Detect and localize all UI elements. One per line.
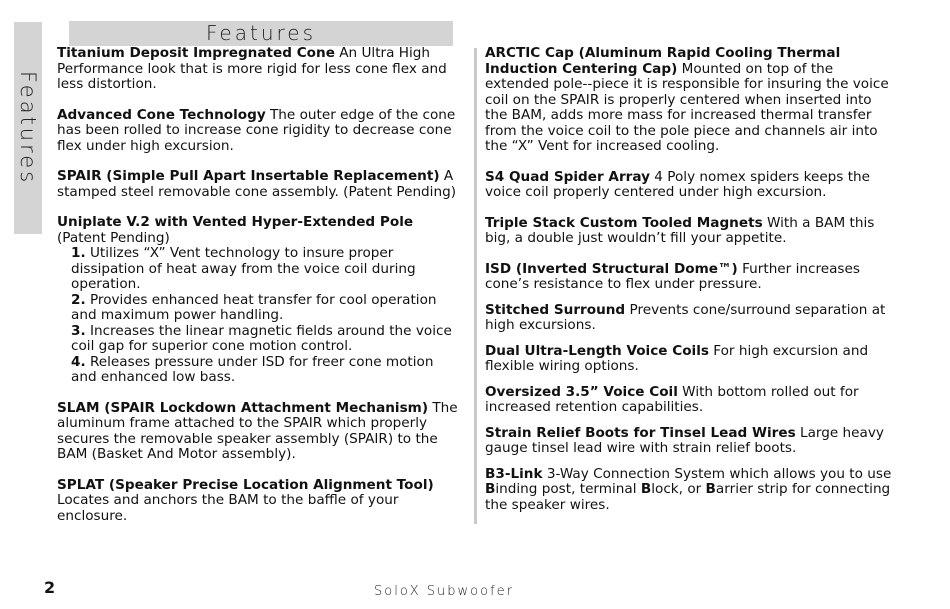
feature-description: 4 Poly nomex spiders keeps the voice coil properly centered under high excursion.: [485, 168, 871, 200]
feature-dual-coils: [485, 344, 895, 375]
feature-slam: [57, 401, 460, 463]
feature-description: Locates and anchors the BAM to the baffle of your enclosure.: [57, 492, 399, 524]
feature-description: Prevents cone/surround separation at high excursions.: [485, 301, 886, 333]
right-column: [485, 46, 895, 513]
feature-s4-spider: [485, 170, 895, 201]
feature-description: An Ultra High Performance look that is more rigid for less cone flex and less distortion.: [57, 45, 447, 92]
list-text: Increases the linear magnetic fields around the voice coil gap for superior cone motion control.: [71, 322, 452, 354]
feature-term: ARCTIC Cap (Aluminum Rapid Cooling Thermal Induction Centering Cap): [485, 45, 841, 77]
side-tab-label: Features: [16, 70, 40, 186]
feature-description: Mounted on top of the extended pole--piece it is responsible for insuring the voice coil on the SPAIR is properly centered when inserted into the BAM, adds more mass for increased thermal transfer from the voice coil to the pole piece and channels air into the “X” Vent for increased cooling.: [485, 60, 889, 154]
feature-triple-stack: [485, 216, 895, 247]
feature-term: Stitched Surround: [485, 301, 626, 318]
section-title: Features: [206, 21, 316, 45]
feature-description: With bottom rolled out for increased retention capabilities.: [485, 383, 859, 415]
list-text: Releases pressure under ISD for freer cone motion and enhanced low bass.: [71, 353, 434, 385]
feature-advanced-cone: [57, 108, 460, 155]
list-item: [71, 324, 460, 355]
list-item: [71, 293, 460, 324]
feature-description: arrier strip for connecting the speaker wires.: [485, 481, 891, 513]
feature-term: B3-Link: [485, 465, 543, 482]
feature-description: Further increases cone’s resistance to flex under pressure.: [485, 260, 860, 292]
feature-titanium-cone: [57, 46, 460, 93]
feature-term: Uniplate V.2 with Vented Hyper-Extended Pole: [57, 214, 414, 230]
list-number: 4.: [71, 353, 86, 370]
uniplate-list: [57, 246, 460, 386]
feature-description: Large heavy gauge tinsel lead wire with strain relief boots.: [485, 424, 884, 456]
feature-description: The outer edge of the cone has been rolled to increase cone rigidity to decrease cone flex under high excursion.: [57, 106, 456, 154]
feature-b3-link: [485, 467, 895, 514]
section-header: [69, 21, 453, 46]
side-tab: [14, 22, 42, 234]
list-item: [71, 355, 460, 386]
feature-description: With a BAM this big, a double just wouldn’t fill your appetite.: [485, 214, 875, 246]
footer-title: SoloX Subwoofer: [374, 584, 515, 599]
feature-term: Strain Relief Boots for Tinsel Lead Wires: [485, 424, 796, 441]
feature-description: The aluminum frame attached to the SPAIR which properly secures the removable speaker assembly (SPAIR) to the BAM (Basket And Motor assembly).: [57, 399, 458, 462]
left-column: [57, 46, 460, 524]
patent-note: (Patent Pending): [57, 229, 170, 246]
feature-term: SPLAT (Speaker Precise Location Alignment Tool): [57, 476, 434, 493]
feature-splat: [57, 478, 460, 525]
feature-term: Advanced Cone Technology: [57, 106, 266, 123]
feature-description: 3-Way Connection System which allows you to use: [542, 465, 892, 482]
feature-term: Titanium Deposit Impregnated Cone: [57, 45, 335, 61]
list-text: Utilizes “X” Vent technology to insure proper dissipation of heat away from the voice coil during operation.: [71, 245, 416, 292]
feature-term: Triple Stack Custom Tooled Magnets: [485, 214, 763, 231]
feature-strain-relief: [485, 426, 895, 457]
list-number: 2.: [71, 291, 86, 308]
feature-uniplate: [57, 215, 460, 386]
page-number: 2: [44, 578, 56, 597]
feature-spair: [57, 169, 460, 200]
feature-description: A stamped steel removable cone assembly. (Patent Pending): [57, 168, 457, 200]
feature-term: S4 Quad Spider Array: [485, 168, 650, 185]
bold-letter: B: [485, 481, 496, 497]
feature-term: Dual Ultra-Length Voice Coils: [485, 342, 709, 359]
feature-description: inding post, terminal: [495, 481, 641, 497]
feature-description: For high excursion and flexible wiring options.: [485, 342, 869, 374]
list-text: Provides enhanced heat transfer for cool operation and maximum power handling.: [71, 291, 437, 323]
feature-description: lock, or: [651, 481, 706, 497]
feature-term: SLAM (SPAIR Lockdown Attachment Mechanism): [57, 399, 429, 416]
feature-term: ISD (Inverted Structural Dome™): [485, 260, 738, 277]
column-divider: [474, 48, 477, 524]
list-item: [71, 246, 460, 293]
list-number: 1.: [71, 245, 86, 261]
feature-isd: [485, 262, 895, 293]
bold-letter: B: [640, 481, 652, 497]
feature-term: Oversized 3.5” Voice Coil: [485, 383, 678, 400]
feature-term: SPAIR (Simple Pull Apart Insertable Replacement): [57, 168, 440, 184]
bold-letter: B: [705, 481, 716, 497]
feature-stitched-surround: [485, 303, 895, 334]
feature-oversized-coil: [485, 385, 895, 416]
feature-arctic-cap: [485, 46, 895, 155]
list-number: 3.: [71, 322, 86, 339]
